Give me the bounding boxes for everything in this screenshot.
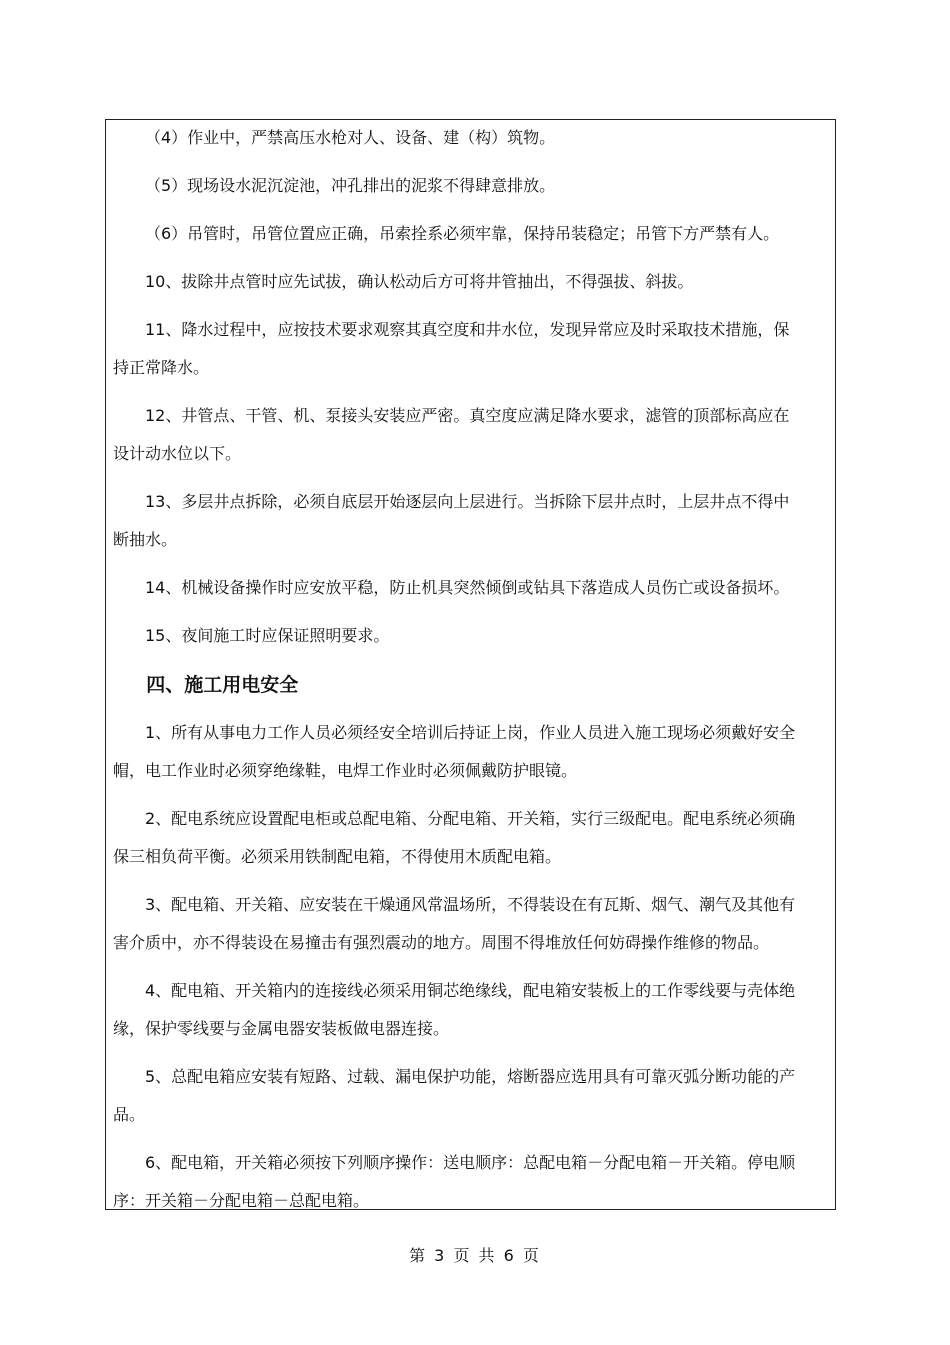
page-number-footer: 第 3 页 共 6 页	[409, 1246, 541, 1265]
document-body	[113, 120, 803, 1210]
content-frame	[105, 119, 836, 1210]
paragraph: 5、总配电箱应安装有短路、过载、漏电保护功能，熔断器应选用具有可靠灭弧分断功能的产品。	[113, 1067, 796, 1124]
paragraph: 1、所有从事电力工作人员必须经安全培训后持证上岗，作业人员进入施工现场必须戴好安全帽，电工作业时必须穿绝缘鞋，电焊工作业时必须佩戴防护眼镜。	[113, 723, 796, 780]
paragraph: （6）吊管时，吊管位置应正确，吊索拴系必须牢靠，保持吊装稳定；吊管下方严禁有人。	[145, 224, 780, 243]
paragraph: 11、降水过程中，应按技术要求观察其真空度和井水位，发现异常应及时采取技术措施，保持正常降水。	[113, 320, 790, 377]
paragraph: 3、配电箱、开关箱、应安装在干燥通风常温场所，不得装设在有瓦斯、烟气、潮气及其他有害介质中，亦不得装设在易撞击有强烈震动的地方。周围不得堆放任何妨碍操作维修的物品。	[113, 895, 796, 952]
section-heading: 四、施工用电安全	[146, 674, 299, 696]
paragraph: 15、夜间施工时应保证照明要求。	[145, 626, 390, 645]
paragraph: 2、配电系统应设置配电柜或总配电箱、分配电箱、开关箱，实行三级配电。配电系统必须确保三相负荷平衡。必须采用铁制配电箱，不得使用木质配电箱。	[113, 809, 796, 866]
paragraph: 14、机械设备操作时应安放平稳，防止机具突然倾倒或钻具下落造成人员伤亡或设备损坏。	[145, 578, 790, 597]
paragraph: 13、多层井点拆除，必须自底层开始逐层向上层进行。当拆除下层井点时，上层井点不得中断抽水。	[113, 492, 790, 549]
paragraph: 4、配电箱、开关箱内的连接线必须采用铜芯绝缘线，配电箱安装板上的工作零线要与壳体绝缘，保护零线要与金属电器安装板做电器连接。	[113, 981, 796, 1038]
paragraph: （5）现场设水泥沉淀池，冲孔排出的泥浆不得肆意排放。	[145, 176, 556, 195]
paragraph: 6、配电箱，开关箱必须按下列顺序操作：送电顺序：总配电箱－分配电箱－开关箱。停电顺序：开关箱－分配电箱－总配电箱。	[113, 1153, 796, 1210]
paragraph: 10、拔除井点管时应先试拔，确认松动后方可将井管抽出，不得强拔、斜拔。	[145, 272, 694, 291]
paragraph: 12、井管点、干管、机、泵接头安装应严密。真空度应满足降水要求，滤管的顶部标高应在设计动水位以下。	[113, 406, 790, 463]
paragraph: （4）作业中，严禁高压水枪对人、设备、建（构）筑物。	[145, 128, 556, 147]
